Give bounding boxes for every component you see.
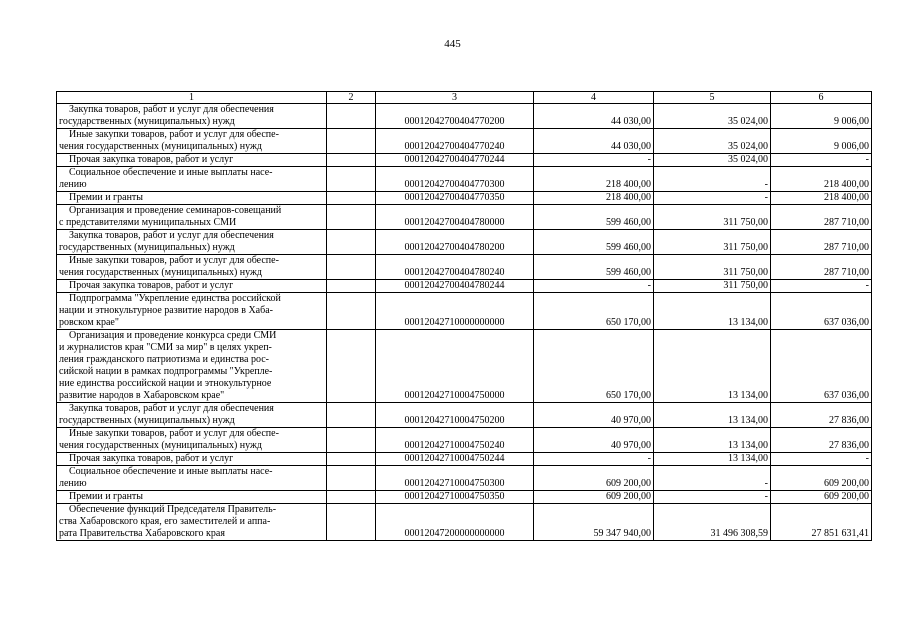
row-code: 00012042710004750200: [376, 403, 534, 428]
row-value-5: -: [654, 167, 771, 192]
row-name: Прочая закупка товаров, работ и услуг: [57, 453, 327, 466]
row-col-2: [327, 403, 376, 428]
row-code: 00012042700404770350: [376, 192, 534, 205]
row-code: 00012042710004750244: [376, 453, 534, 466]
row-code: 00012047200000000000: [376, 504, 534, 541]
row-value-6: -: [771, 280, 872, 293]
table-row: [57, 192, 872, 205]
table-row: [57, 280, 872, 293]
row-value-6: -: [771, 154, 872, 167]
row-code: 00012042710000000000: [376, 293, 534, 330]
row-name: Закупка товаров, работ и услуг для обеспечения государственных (муниципальных) нужд: [57, 403, 327, 428]
row-name: Социальное обеспечение и иные выплаты насе- лению: [57, 167, 327, 192]
row-col-2: [327, 330, 376, 403]
row-value-6: 637 036,00: [771, 330, 872, 403]
budget-table: [56, 91, 872, 541]
row-value-5: 31 496 308,59: [654, 504, 771, 541]
row-value-4: 650 170,00: [534, 293, 654, 330]
row-value-4: 650 170,00: [534, 330, 654, 403]
table-body: [57, 104, 872, 541]
table-row: [57, 129, 872, 154]
row-value-6: -: [771, 453, 872, 466]
row-value-4: 59 347 940,00: [534, 504, 654, 541]
row-code: 00012042710004750000: [376, 330, 534, 403]
table-row: [57, 205, 872, 230]
table-row: [57, 453, 872, 466]
row-col-2: [327, 192, 376, 205]
row-code: 00012042700404780000: [376, 205, 534, 230]
table-row: [57, 330, 872, 403]
row-col-2: [327, 104, 376, 129]
row-value-6: 637 036,00: [771, 293, 872, 330]
row-name: Прочая закупка товаров, работ и услуг: [57, 154, 327, 167]
row-value-5: 13 134,00: [654, 453, 771, 466]
row-name: Иные закупки товаров, работ и услуг для обеспе- чения государственных (муниципальных) нужд: [57, 428, 327, 453]
row-code: 00012042700404770200: [376, 104, 534, 129]
row-value-5: 35 024,00: [654, 154, 771, 167]
row-code: 00012042700404780240: [376, 255, 534, 280]
row-value-6: 9 006,00: [771, 104, 872, 129]
row-value-4: -: [534, 280, 654, 293]
table-row: [57, 167, 872, 192]
row-name: Подпрограмма "Укрепление единства российской нации и этнокультурное развитие народов в Хаба- ровском крае": [57, 293, 327, 330]
row-value-4: 599 460,00: [534, 255, 654, 280]
row-value-5: 311 750,00: [654, 205, 771, 230]
row-value-5: 13 134,00: [654, 330, 771, 403]
header-col-4: 4: [534, 92, 654, 104]
row-value-4: 599 460,00: [534, 205, 654, 230]
header-col-3: 3: [376, 92, 534, 104]
table-header-row: [57, 92, 872, 104]
row-value-5: 311 750,00: [654, 255, 771, 280]
row-name: Премии и гранты: [57, 491, 327, 504]
row-value-4: 44 030,00: [534, 129, 654, 154]
row-value-5: -: [654, 491, 771, 504]
row-name: Социальное обеспечение и иные выплаты насе- лению: [57, 466, 327, 491]
row-col-2: [327, 504, 376, 541]
row-value-6: 218 400,00: [771, 167, 872, 192]
row-value-5: 311 750,00: [654, 230, 771, 255]
row-value-6: 27 851 631,41: [771, 504, 872, 541]
table-row: [57, 230, 872, 255]
row-col-2: [327, 154, 376, 167]
row-col-2: [327, 230, 376, 255]
row-col-2: [327, 491, 376, 504]
row-value-4: 609 200,00: [534, 466, 654, 491]
table-row: [57, 504, 872, 541]
row-value-4: -: [534, 453, 654, 466]
row-value-4: -: [534, 154, 654, 167]
row-name: Закупка товаров, работ и услуг для обеспечения государственных (муниципальных) нужд: [57, 104, 327, 129]
row-code: 00012042710004750350: [376, 491, 534, 504]
row-value-4: 218 400,00: [534, 167, 654, 192]
row-code: 00012042700404770244: [376, 154, 534, 167]
row-code: 00012042700404780244: [376, 280, 534, 293]
row-code: 00012042710004750240: [376, 428, 534, 453]
row-col-2: [327, 453, 376, 466]
row-code: 00012042710004750300: [376, 466, 534, 491]
row-value-4: 218 400,00: [534, 192, 654, 205]
row-col-2: [327, 293, 376, 330]
table-row: [57, 428, 872, 453]
row-value-6: 27 836,00: [771, 403, 872, 428]
row-col-2: [327, 167, 376, 192]
header-col-5: 5: [654, 92, 771, 104]
row-col-2: [327, 129, 376, 154]
row-col-2: [327, 205, 376, 230]
row-col-2: [327, 466, 376, 491]
row-value-6: 287 710,00: [771, 230, 872, 255]
row-value-4: 44 030,00: [534, 104, 654, 129]
row-col-2: [327, 280, 376, 293]
table-row: [57, 293, 872, 330]
table-row: [57, 491, 872, 504]
row-col-2: [327, 255, 376, 280]
row-value-5: 13 134,00: [654, 293, 771, 330]
row-value-6: 27 836,00: [771, 428, 872, 453]
header-col-2: 2: [327, 92, 376, 104]
row-value-5: 35 024,00: [654, 104, 771, 129]
row-value-6: 9 006,00: [771, 129, 872, 154]
row-value-5: 13 134,00: [654, 428, 771, 453]
row-value-6: 218 400,00: [771, 192, 872, 205]
row-value-4: 40 970,00: [534, 428, 654, 453]
row-name: Организация и проведение конкурса среди СМИ и журналистов края "СМИ за мир" в целях укреп- ления гражданского патриотизма и единства рос- сийской нации в рамках подпрограммы "Укрепле- ние единства российской нации и этнокультурное развитие народов в Хабаровском крае": [57, 330, 327, 403]
row-value-5: 13 134,00: [654, 403, 771, 428]
row-value-6: 609 200,00: [771, 491, 872, 504]
row-code: 00012042700404780200: [376, 230, 534, 255]
row-value-6: 287 710,00: [771, 255, 872, 280]
row-name: Закупка товаров, работ и услуг для обеспечения государственных (муниципальных) нужд: [57, 230, 327, 255]
row-code: 00012042700404770240: [376, 129, 534, 154]
row-value-6: 609 200,00: [771, 466, 872, 491]
table-row: [57, 154, 872, 167]
header-col-6: 6: [771, 92, 872, 104]
row-name: Иные закупки товаров, работ и услуг для обеспе- чения государственных (муниципальных) нужд: [57, 129, 327, 154]
row-name: Обеспечение функций Председателя Правитель- ства Хабаровского края, его заместителей и аппа- рата Правительства Хабаровского края: [57, 504, 327, 541]
row-code: 00012042700404770300: [376, 167, 534, 192]
row-value-5: -: [654, 192, 771, 205]
row-name: Иные закупки товаров, работ и услуг для обеспе- чения государственных (муниципальных) нужд: [57, 255, 327, 280]
row-value-5: 311 750,00: [654, 280, 771, 293]
row-col-2: [327, 428, 376, 453]
row-name: Прочая закупка товаров, работ и услуг: [57, 280, 327, 293]
row-value-4: 599 460,00: [534, 230, 654, 255]
row-name: Организация и проведение семинаров-совещаний с представителями муниципальных СМИ: [57, 205, 327, 230]
row-value-6: 287 710,00: [771, 205, 872, 230]
header-col-1: 1: [57, 92, 327, 104]
row-name: Премии и гранты: [57, 192, 327, 205]
table-row: [57, 104, 872, 129]
row-value-4: 609 200,00: [534, 491, 654, 504]
row-value-5: -: [654, 466, 771, 491]
table-row: [57, 403, 872, 428]
table-row: [57, 466, 872, 491]
row-value-4: 40 970,00: [534, 403, 654, 428]
table-row: [57, 255, 872, 280]
page-number: 445: [444, 38, 461, 50]
row-value-5: 35 024,00: [654, 129, 771, 154]
